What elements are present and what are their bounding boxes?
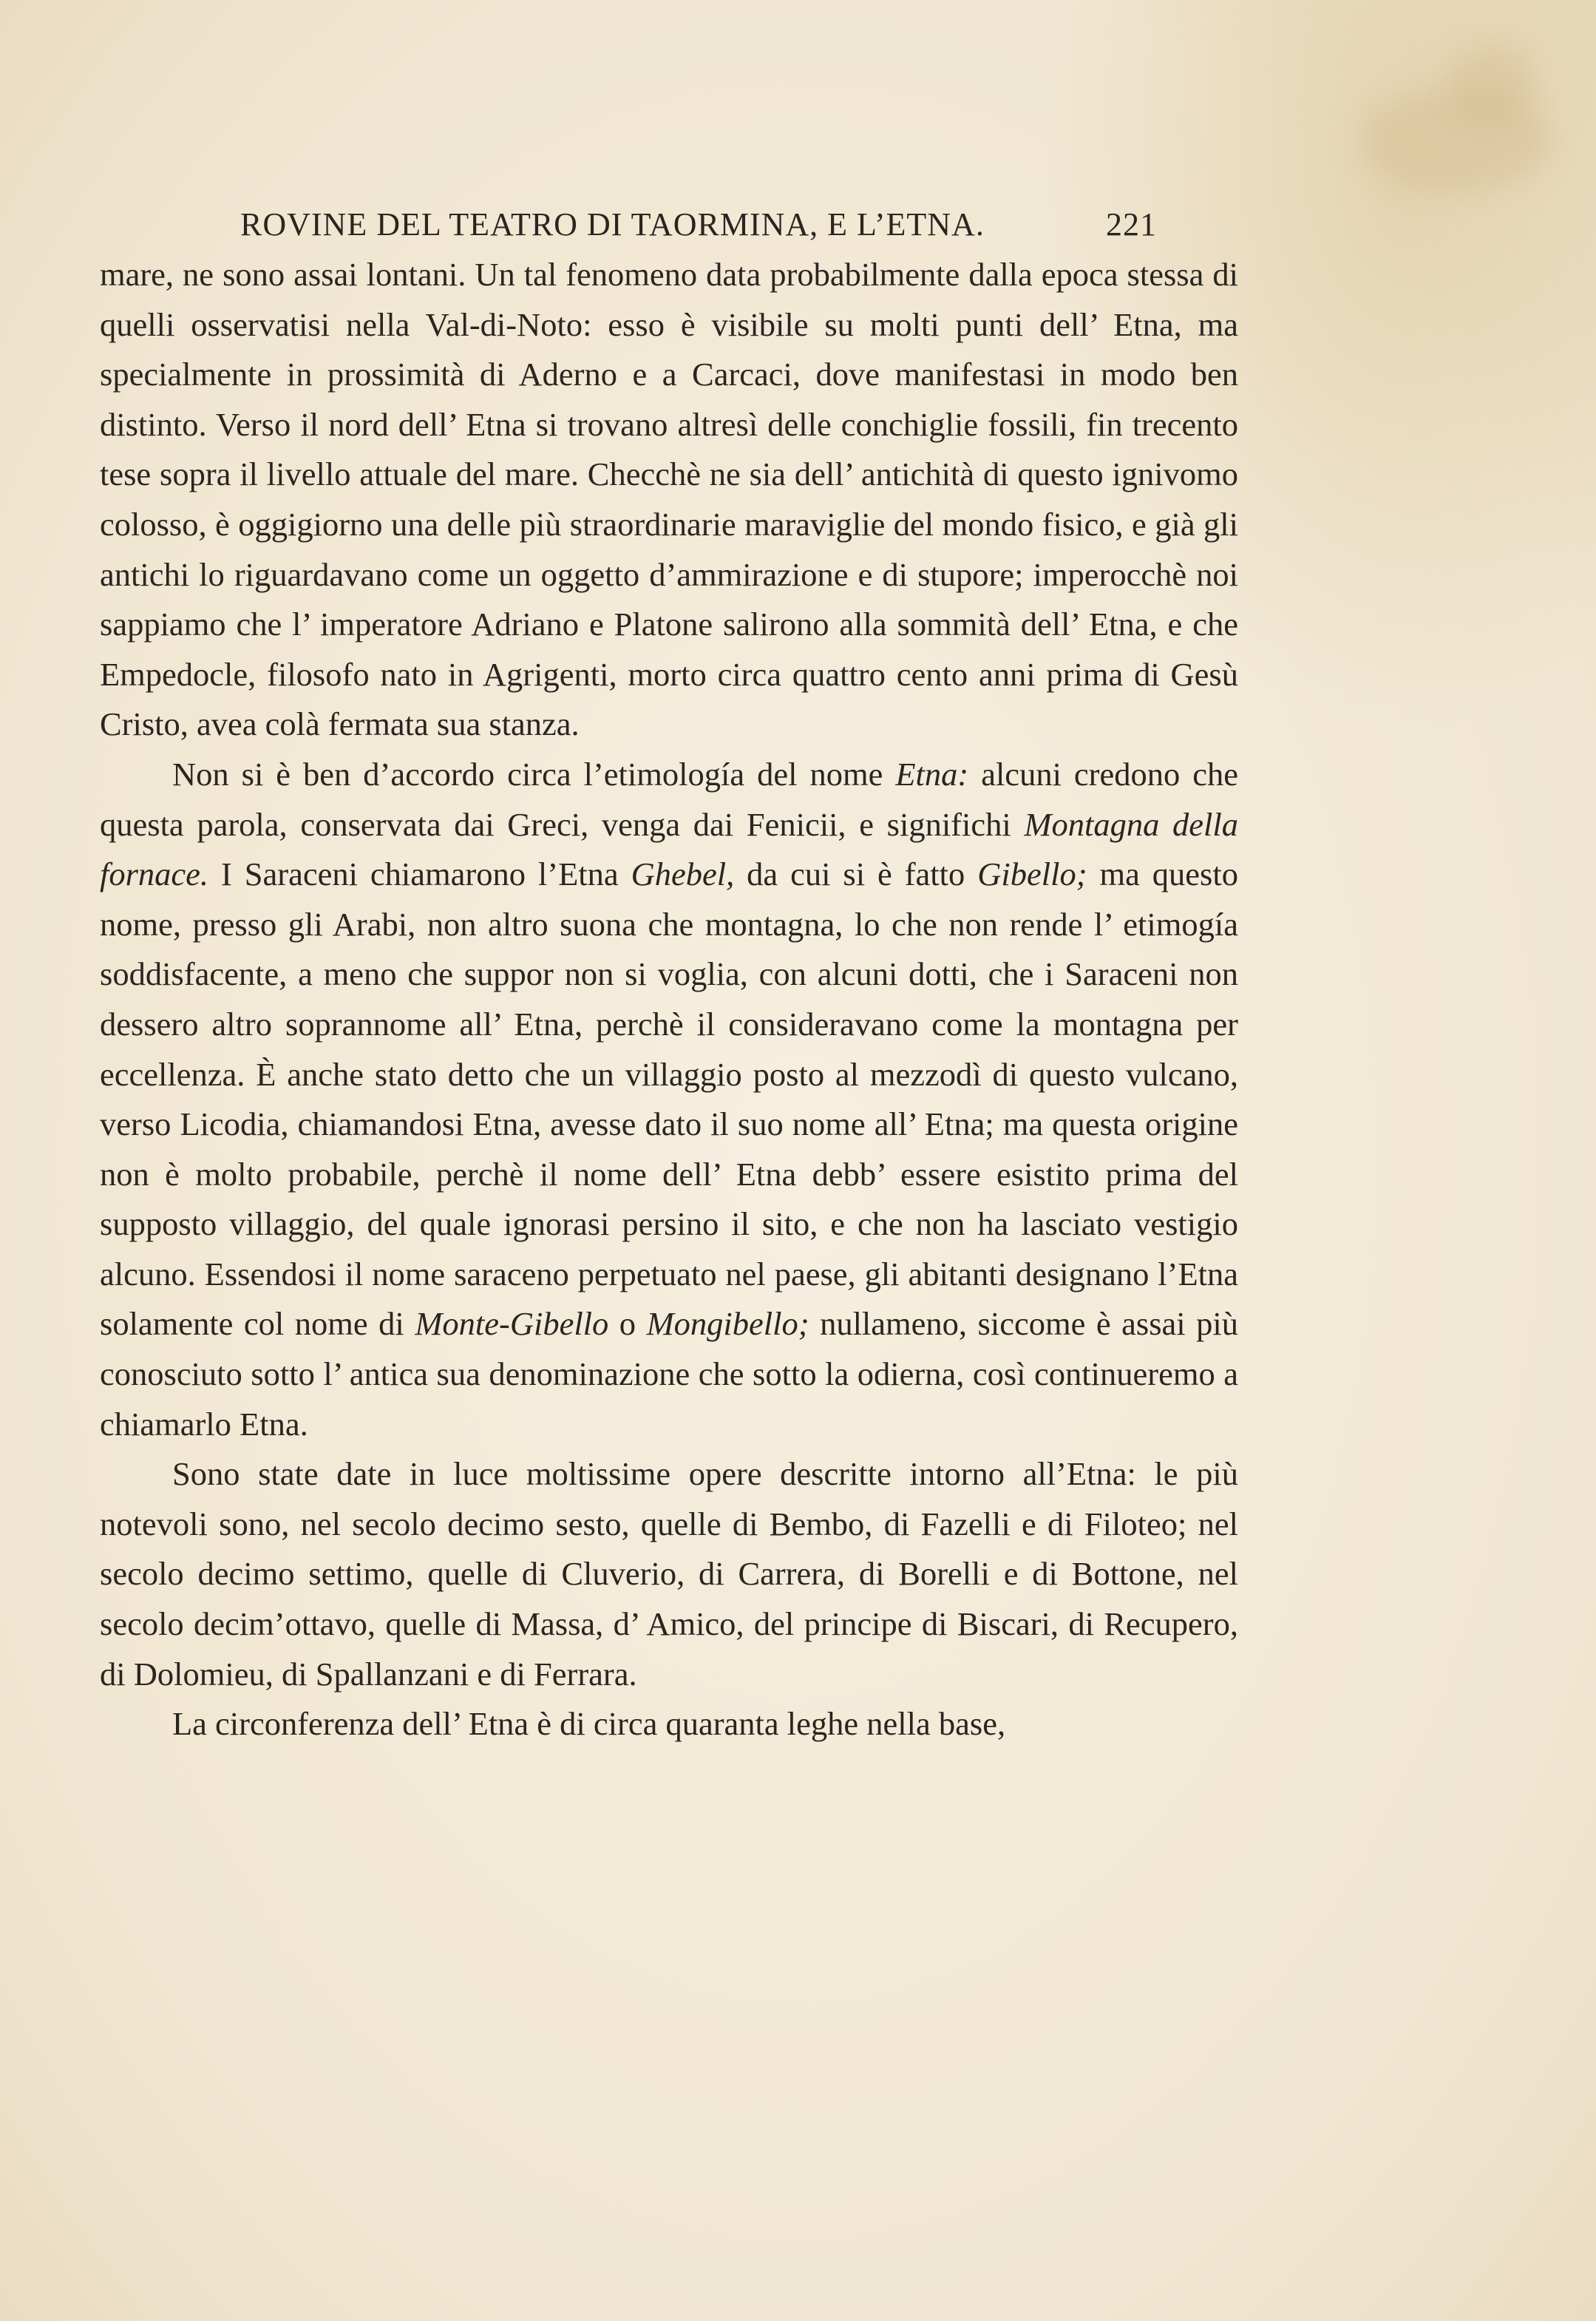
- italic-term: Etna:: [895, 755, 969, 793]
- body-text: [100, 250, 1238, 1749]
- text-run: Sono state date in luce moltissime opere descritte intorno all’Etna: le più notevoli sono, nel secolo decimo sesto, quelle di Bembo, di Fazelli e di Filoteo; nel secolo decimo settimo, quelle di Cluverio, di Carrera, di Borelli e di Bottone, nel secolo decim’ottavo, quelle di Massa, d’ Amico, del principe di Biscari, di Recupero, di Dolomieu, di Spallanzani e di Ferrara.: [100, 1455, 1238, 1693]
- text-run: La circonferenza dell’ Etna è di circa quaranta leghe nella base,: [172, 1705, 1006, 1743]
- paragraph: [100, 1449, 1238, 1699]
- paper-stain: [1449, 44, 1538, 126]
- italic-term: Gibello;: [977, 855, 1087, 893]
- paragraph: [100, 750, 1238, 1449]
- text-run: o: [608, 1305, 647, 1343]
- paragraph: [100, 250, 1238, 750]
- italic-term: Mongibello;: [646, 1305, 809, 1343]
- text-run: nullameno, siccome è assai più conosciuto sotto l’ antica sua denominazione che sotto la odierna, così continueremo a chiamarlo Etna.: [100, 1305, 1239, 1443]
- text-run: alcuni credono che questa parola, conservata dai Greci, venga dai Fenicii, e significhi: [100, 755, 1238, 843]
- page-number: 221: [1106, 206, 1157, 243]
- paragraph: [100, 1699, 1238, 1749]
- italic-term: Montagna della fornace.: [100, 805, 1238, 893]
- running-head: [240, 206, 1157, 243]
- text-run: I Saraceni chiamarono l’Etna: [208, 855, 631, 893]
- chapter-title: ROVINE DEL TEATRO DI TAORMINA, E L’ETNA.: [240, 206, 985, 243]
- text-run: Non si è ben d’accordo circa l’etimología del nome: [172, 755, 896, 793]
- italic-term: Monte-Gibello: [415, 1305, 609, 1343]
- text-run: mare, ne sono assai lontani. Un tal fenomeno data probabilmente dalla epoca stessa di quelli osservatisi nella Val-di-Noto: esso è visibile su molti punti dell’ Etna, ma specialmente in prossimità di Aderno e a Carcaci, dove manifestasi in modo ben distinto. Verso il nord dell’ Etna si trovano altresì delle conchiglie fossili, fin trecento tese sopra il livello attuale del mare. Checchè ne sia dell’ antichità di questo ignivomo colosso, è oggigiorno una delle più straordinarie maraviglie del mondo fisico, e già gli antichi lo riguardavano come un oggetto d’ammirazione e di stupore; imperocchè noi sappiamo che l’ imperatore Adriano e Platone salirono alla sommità dell’ Etna, e che Empedocle, filosofo nato in Agrigenti, morto circa quattro cento anni prima di Gesù Cristo, avea colà fermata sua stanza.: [100, 256, 1238, 743]
- italic-term: Ghebel,: [631, 855, 735, 893]
- text-run: ma questo nome, presso gli Arabi, non altro suona che montagna, lo che non rende l’ etimogía soddisfacente, a meno che suppor non si voglia, con alcuni dotti, che i Saraceni non dessero altro soprannome all’ Etna, perchè il consideravano come la montagna per eccellenza. È anche stato detto che un villaggio posto al mezzodì di questo vulcano, verso Licodia, chiamandosi Etna, avesse dato il suo nome all’ Etna; ma questa origine non è molto probabile, perchè il nome dell’ Etna debb’ essere esistito prima del supposto villaggio, del quale ignorasi persino il sito, e che non ha lasciato vestigio alcuno. Essendosi il nome saraceno perpetuato nel paese, gli abitanti designano l’Etna solamente col nome di: [100, 855, 1238, 1343]
- text-run: da cui si è fatto: [734, 855, 978, 893]
